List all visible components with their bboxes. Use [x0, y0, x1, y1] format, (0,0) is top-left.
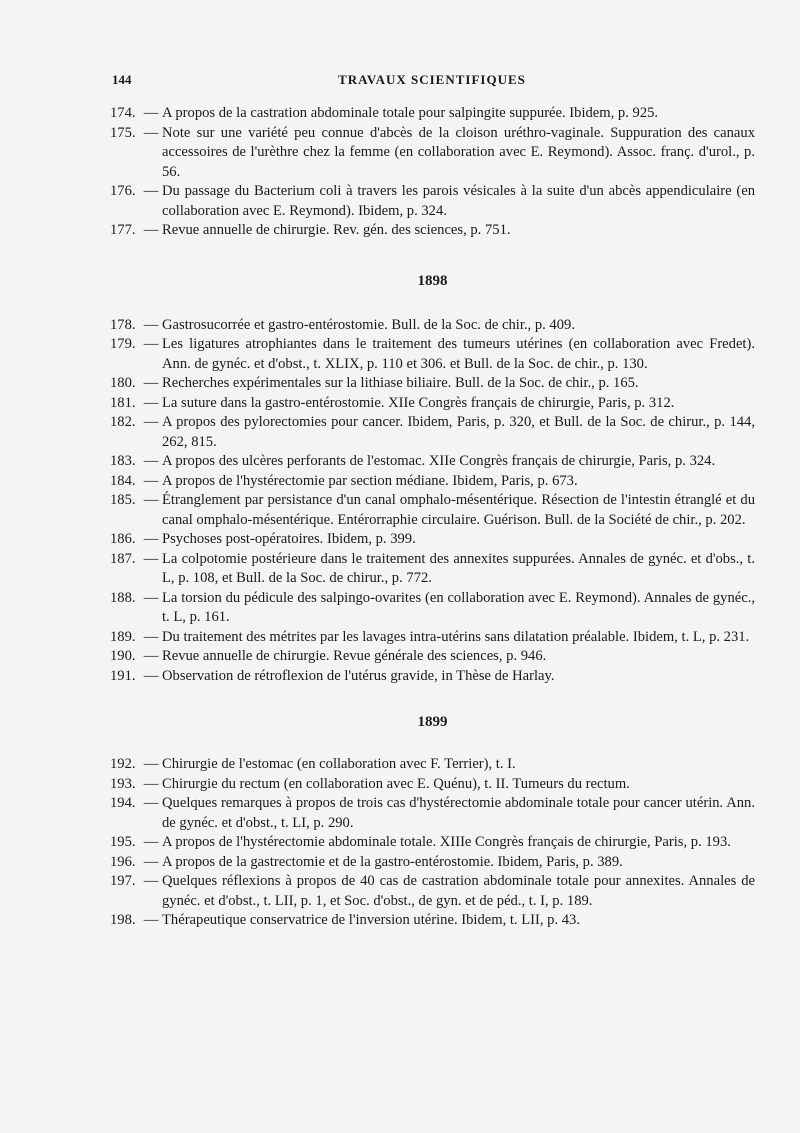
entry-number: 185.	[110, 492, 136, 508]
entry-text: A propos de la gastrectomie et de la gastro-entérostomie. Ibidem, Paris, p. 389.	[162, 853, 623, 870]
bibliography-entry	[110, 911, 755, 931]
bibliography-entry	[110, 647, 755, 667]
bibliography-entry	[110, 628, 755, 648]
entry-dash: —	[143, 394, 159, 411]
entry-number: 183.	[110, 453, 136, 469]
bibliography-entry	[110, 775, 755, 795]
entry-text: Quelques remarques à propos de trois cas d'hystérectomie abdominale totale pour cancer utérin. Ann. de gynéc. et d'obst., t. LI, p. 290.	[162, 795, 755, 831]
entry-dash: —	[143, 492, 159, 508]
entry-text: A propos des ulcères perforants de l'estomac. XIIe Congrès français de chirurgie, Paris, p. 324.	[162, 453, 716, 469]
bibliography-entry	[110, 550, 755, 589]
bibliography-entry	[110, 374, 755, 394]
entry-number: 177.	[110, 222, 136, 238]
bibliography-entry	[110, 124, 755, 183]
bibliography-entry	[110, 872, 755, 911]
entry-dash: —	[143, 648, 159, 664]
bibliography-entry	[110, 394, 755, 414]
entry-text: Revue annuelle de chirurgie. Revue générale des sciences, p. 946.	[162, 648, 547, 664]
entry-number: 186.	[110, 531, 136, 547]
entry-dash: —	[143, 531, 159, 547]
bibliography-entry	[110, 794, 755, 833]
entry-number: 191.	[110, 667, 136, 684]
entry-dash: —	[143, 375, 159, 391]
bibliography-entry	[110, 316, 755, 336]
entry-dash: —	[143, 105, 159, 121]
bibliography-entry	[110, 452, 755, 472]
entry-number: 174.	[110, 105, 136, 121]
entry-text: Les ligatures atrophiantes dans le traitement des tumeurs utérines (en collaboration avec Fredet). Ann. de gynéc. et d'obst., t. XLIX, p. 110 et 306. et Bull. de la Soc. de chir., p. 130.	[162, 336, 755, 372]
entry-text: Du traitement des métrites par les lavages intra-utérins sans dilatation préalable. Ibidem, t. L, p. 231.	[162, 628, 750, 645]
entry-number: 178.	[110, 316, 136, 333]
entry-number: 187.	[110, 550, 136, 567]
bibliography-entry	[110, 413, 755, 452]
entry-text: A propos de l'hystérectomie par section médiane. Ibidem, Paris, p. 673.	[162, 472, 578, 489]
bibliography-entry	[110, 221, 755, 241]
entry-text: La torsion du pédicule des salpingo-ovarites (en collaboration avec E. Reymond). Annales de gynéc., t. L, p. 161.	[162, 589, 755, 625]
bibliography-entry	[110, 530, 755, 550]
entry-dash: —	[143, 628, 159, 645]
page-number: 144	[112, 72, 132, 87]
entry-dash: —	[143, 336, 159, 352]
entry-text: Revue annuelle de chirurgie. Rev. gén. des sciences, p. 751.	[162, 222, 511, 238]
entry-text: Note sur une variété peu connue d'abcès de la cloison uréthro-vaginale. Suppuration des canaux accessoires de l'urèthre chez la femme (en collaboration avec E. Reymond). Assoc. franç. d'urol., p. 56.	[162, 124, 755, 180]
entry-number: 181.	[110, 394, 136, 411]
entry-text: La colpotomie postérieure dans le traitement des annexites suppurées. Annales de gynéc. et d'obs., t. L, p. 108, et Bull. de la Soc. de chirur., p. 772.	[162, 550, 755, 586]
entry-text: Du passage du Bacterium coli à travers les parois vésicales à la suite d'un abcès appendiculaire (en collaboration avec E. Reymond). Ibidem, p. 324.	[162, 183, 755, 219]
entry-dash: —	[143, 472, 159, 489]
bibliography-entry	[110, 833, 755, 853]
entry-number: 198.	[110, 912, 136, 928]
entry-number: 176.	[110, 183, 136, 199]
entry-text: Gastrosucorrée et gastro-entérostomie. Bull. de la Soc. de chir., p. 409.	[162, 316, 575, 333]
entry-number: 190.	[110, 648, 136, 664]
entry-dash: —	[143, 667, 159, 684]
entry-number: 179.	[110, 336, 136, 352]
entry-number: 194.	[110, 795, 136, 811]
bibliography-entry	[110, 182, 755, 221]
entry-number: 182.	[110, 414, 136, 430]
entry-dash: —	[143, 183, 159, 199]
bibliography-list	[110, 104, 755, 931]
entry-text: La suture dans la gastro-entérostomie. XIIe Congrès français de chirurgie, Paris, p. 312.	[162, 394, 675, 411]
entry-dash: —	[143, 589, 159, 606]
entry-dash: —	[143, 756, 159, 772]
entry-text: A propos de l'hystérectomie abdominale totale. XIIIe Congrès français de chirurgie, Paris, p. 193.	[162, 834, 731, 850]
entry-text: Chirurgie de l'estomac (en collaboration avec F. Terrier), t. I.	[162, 756, 516, 772]
entry-number: 184.	[110, 472, 136, 489]
entry-text: Observation de rétroflexion de l'utérus gravide, in Thèse de Harlay.	[162, 667, 555, 684]
bibliography-entry	[110, 589, 755, 628]
entry-number: 180.	[110, 375, 136, 391]
page-header	[112, 72, 752, 92]
entry-number: 189.	[110, 628, 136, 645]
bibliography-entry	[110, 491, 755, 530]
entry-text: Thérapeutique conservatrice de l'inversion utérine. Ibidem, t. LII, p. 43.	[162, 912, 580, 928]
entry-dash: —	[143, 222, 159, 238]
entry-text: Psychoses post-opératoires. Ibidem, p. 399.	[162, 531, 416, 547]
entry-dash: —	[143, 853, 159, 870]
bibliography-entry	[110, 853, 755, 873]
entry-number: 195.	[110, 834, 136, 850]
entry-number: 196.	[110, 853, 136, 870]
entry-dash: —	[143, 795, 159, 811]
bibliography-entry	[110, 755, 755, 775]
bibliography-entry	[110, 472, 755, 492]
entry-dash: —	[143, 775, 159, 792]
entry-number: 193.	[110, 775, 136, 792]
bibliography-entry	[110, 104, 755, 124]
entry-dash: —	[143, 834, 159, 850]
entry-text: Recherches expérimentales sur la lithiase biliaire. Bull. de la Soc. de chir., p. 165.	[162, 375, 639, 391]
entry-dash: —	[143, 316, 159, 333]
entry-dash: —	[143, 912, 159, 928]
year-heading: 1899	[417, 714, 448, 730]
entry-text: Chirurgie du rectum (en collaboration avec E. Quénu), t. II. Tumeurs du rectum.	[162, 775, 630, 792]
entry-text: Quelques réflexions à propos de 40 cas de castration abdominale totale pour annexites. Annales de gynéc. et d'obst., t. LII, p. 1, et Soc. d'obst., de gyn. et de péd., t. I, p. 189.	[162, 873, 755, 909]
year-heading: 1898	[417, 272, 448, 289]
entry-number: 175.	[110, 124, 136, 141]
entry-number: 197.	[110, 873, 136, 889]
entry-number: 188.	[110, 589, 136, 606]
entry-text: Étranglement par persistance d'un canal omphalo-mésentérique. Résection de l'intestin étranglé et du canal omphalo-mésentérique. Entérorraphie circulaire. Guérison. Bull. de la Société de chir., p. 202.	[162, 492, 755, 528]
entry-dash: —	[143, 550, 159, 567]
bibliography-entry	[110, 335, 755, 374]
entry-dash: —	[143, 124, 159, 141]
entry-dash: —	[143, 453, 159, 469]
running-head: TRAVAUX SCIENTIFIQUES	[338, 72, 526, 87]
entry-text: A propos des pylorectomies pour cancer. Ibidem, Paris, p. 320, et Bull. de la Soc. de chirur., p. 144, 262, 815.	[162, 414, 755, 450]
entry-text: A propos de la castration abdominale totale pour salpingite suppurée. Ibidem, p. 925.	[162, 105, 659, 121]
entry-dash: —	[143, 873, 159, 889]
bibliography-entry	[110, 667, 755, 687]
entry-dash: —	[143, 414, 159, 430]
entry-number: 192.	[110, 756, 136, 772]
